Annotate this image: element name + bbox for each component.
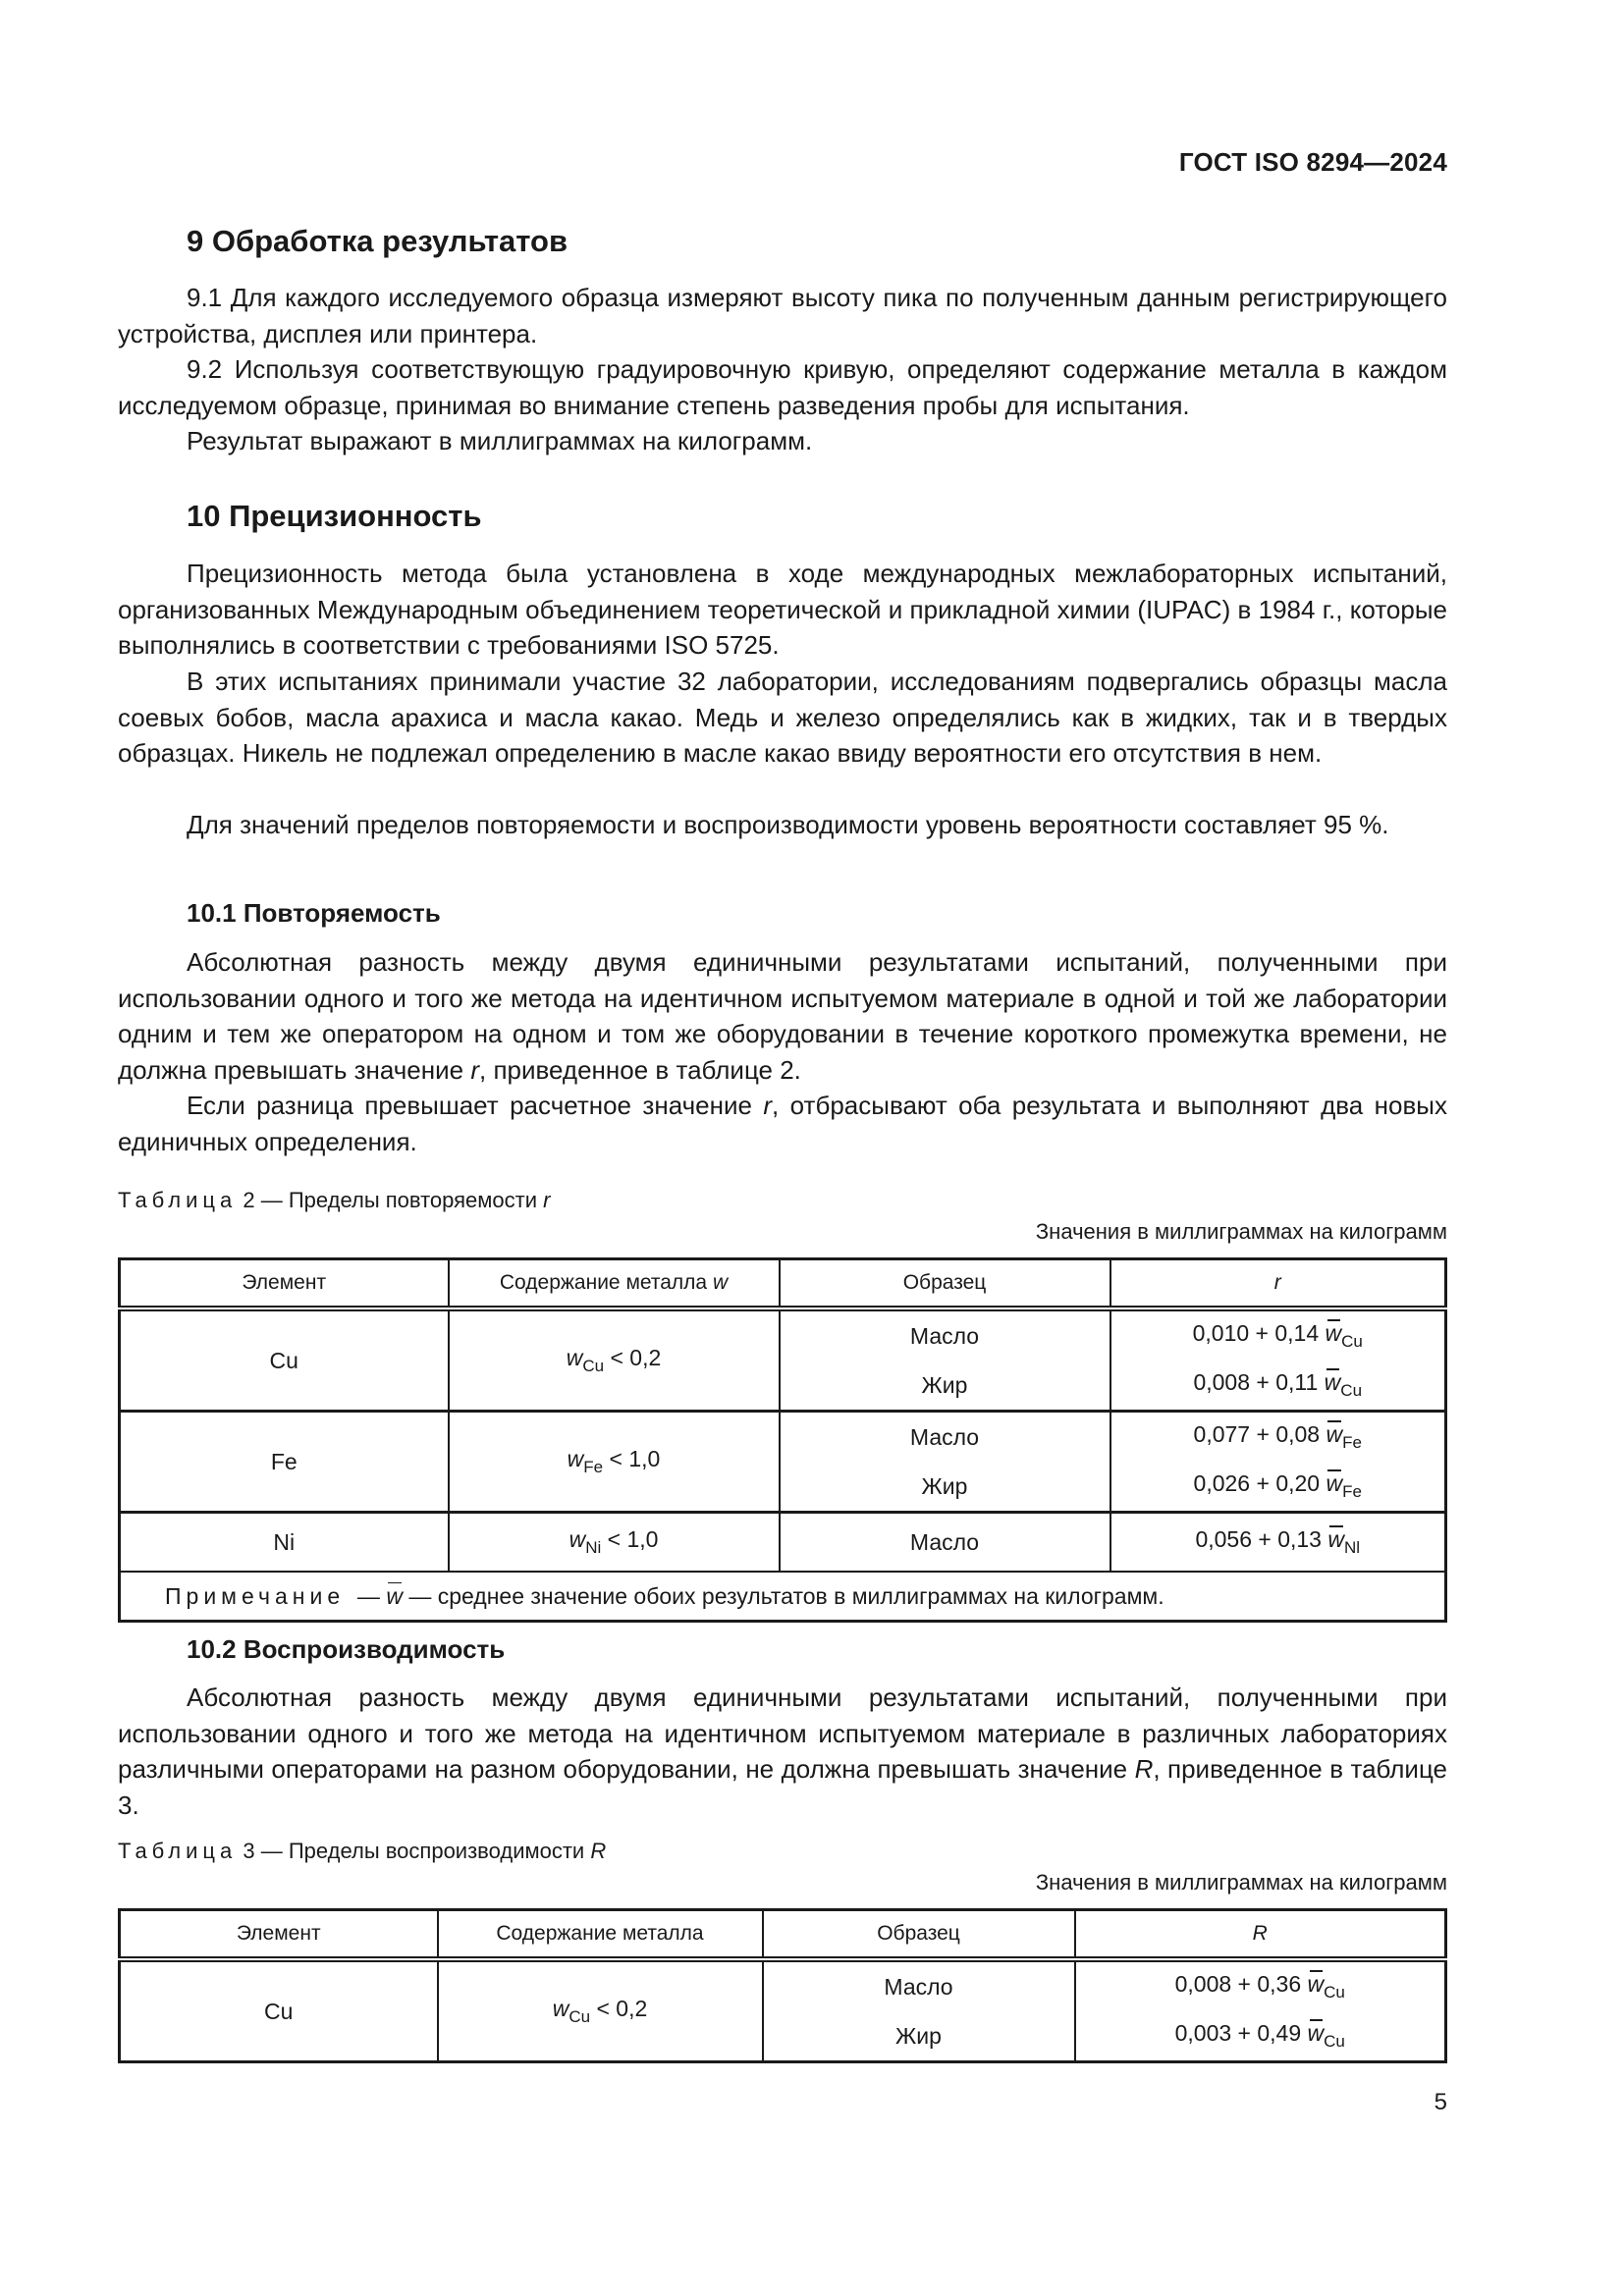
paragraph-10-probability: Для значений пределов повторяемости и воспроизводимости уровень вероятности составляет 95 %. (187, 810, 1389, 839)
header-sample: Образец (780, 1259, 1110, 1309)
header-element: Элемент (120, 1910, 438, 1960)
table-header-row (120, 1259, 1446, 1309)
paragraph-10-2-reproducibility: Абсолютная разность между двумя единичными результатами испытаний, полученными при использовании одного и того же метода на идентичном испытуемом материале в различных лабораториях различными операторами на разном оборудовании, не должна превышать значение R, приведенное в таблице 3. (118, 1682, 1447, 1820)
table-row (120, 1513, 1446, 1573)
cell-sample: Жир (763, 2011, 1075, 2062)
cell-condition: $w_{Cu} < 0,2$ (449, 1308, 780, 1412)
cell-element: Fe (120, 1412, 449, 1513)
cell-sample: Масло (780, 1513, 1110, 1573)
table-row (120, 1412, 1446, 1463)
cell-element: Ni (120, 1513, 449, 1573)
cell-sample: Масло (763, 1959, 1075, 2011)
header-content: Содержание металла w (449, 1259, 780, 1309)
cell-element: Cu (120, 1959, 438, 2062)
cell-condition: $w_{Ni} < 1,0$ (449, 1513, 780, 1573)
paragraph-10-1-exceed: Если разница превышает расчетное значение r, отбрасывают оба результата и выполняют два новых единичных определения. (118, 1091, 1447, 1156)
section-10-1-heading: 10.1 Повторяемость (187, 898, 441, 928)
header-element: Элемент (120, 1259, 449, 1309)
cell-sample: Масло (780, 1412, 1110, 1463)
cell-condition: $w_{Fe} < 1,0$ (449, 1412, 780, 1513)
cell-sample: Жир (780, 1462, 1110, 1513)
section-10-heading: 10 Прецизионность (187, 499, 482, 533)
paragraph-10-labs: В этих испытаниях принимали участие 32 лаборатории, исследованиям подвергались образцы масла соевых бобов, масла арахиса и масла какао. Медь и железо определялись как в жидких, так и в твердых образцах. Никель не подлежал определению в масле какао ввиду вероятности его отсутствия в нем. (118, 667, 1447, 768)
table-2-units: Значения в миллиграммах на килограмм (1035, 1219, 1447, 1244)
paragraph-9-result: Результат выражают в миллиграммах на килограмм. (187, 426, 813, 455)
section-9-heading: 9 Обработка результатов (187, 224, 568, 258)
header-limit: r (1110, 1259, 1446, 1309)
cell-limit: 0,003 + 0,49 $w_{Cu}$ (1075, 2011, 1446, 2062)
table-3-units: Значения в миллиграммах на килограмм (1035, 1870, 1447, 1895)
table-note-row (120, 1572, 1446, 1622)
table-3-caption: Таблица 3 — Пределы воспроизводимости R (118, 1839, 607, 1863)
cell-limit: 0,026 + 0,20 $w_{Fe}$ (1110, 1462, 1446, 1513)
table-row (120, 1308, 1446, 1361)
cell-sample: Масло (780, 1308, 1110, 1361)
table-2-note: Примечание — w — среднее значение обоих результатов в миллиграммах на килограмм. (120, 1572, 1446, 1622)
cell-limit: 0,008 + 0,11 $w_{Cu}$ (1110, 1361, 1446, 1412)
header-limit: R (1075, 1910, 1446, 1960)
paragraph-9-1: 9.1 Для каждого исследуемого образца измеряют высоту пика по полученным данным регистрирующего устройства, дисплея или принтера. (118, 283, 1447, 348)
cell-limit: 0,010 + 0,14 $w_{Cu}$ (1110, 1308, 1446, 1361)
cell-limit: 0,056 + 0,13 $w_{Nl}$ (1110, 1513, 1446, 1573)
cell-sample: Жир (780, 1361, 1110, 1412)
table-row (120, 1959, 1446, 2011)
cell-condition: $w_{Cu} < 0,2$ (438, 1959, 763, 2062)
running-head: ГОСТ ISO 8294—2024 (1178, 147, 1447, 177)
page-number: 5 (1434, 2089, 1447, 2115)
paragraph-9-2: 9.2 Используя соответствующую градуировочную кривую, определяют содержание металла в каждом исследуемом образце, принимая во внимание степень разведения пробы для испытания. (118, 354, 1447, 420)
table-3-reproducibility (118, 1908, 1447, 2063)
cell-element: Cu (120, 1308, 449, 1412)
header-sample: Образец (763, 1910, 1075, 1960)
paragraph-10-intro: Прецизионность метода была установлена в ходе международных межлабораторных испытаний, организованных Международным объединением теоретической и прикладной химии (IUPAC) в 1984 г., которые выполнялись в соответствии с требованиями ISO 5725. (118, 559, 1447, 660)
table-header-row (120, 1910, 1446, 1960)
table-2-caption: Таблица 2 — Пределы повторяемости r (118, 1188, 551, 1212)
paragraph-10-1-repeatability: Абсолютная разность между двумя единичными результатами испытаний, полученными при использовании одного и того же метода на идентичном испытуемом материале в одной и той же лаборатории одним и тем же оператором на одном и том же оборудовании в течение короткого промежутка времени, не должна превышать значение r, приведенное в таблице 2. (118, 947, 1447, 1085)
cell-limit: 0,077 + 0,08 $w_{Fe}$ (1110, 1412, 1446, 1463)
cell-limit: 0,008 + 0,36 $w_{Cu}$ (1075, 1959, 1446, 2011)
section-10-2-heading: 10.2 Воспроизводимость (187, 1634, 506, 1664)
header-content: Содержание металла (438, 1910, 763, 1960)
table-2-repeatability (118, 1257, 1447, 1623)
